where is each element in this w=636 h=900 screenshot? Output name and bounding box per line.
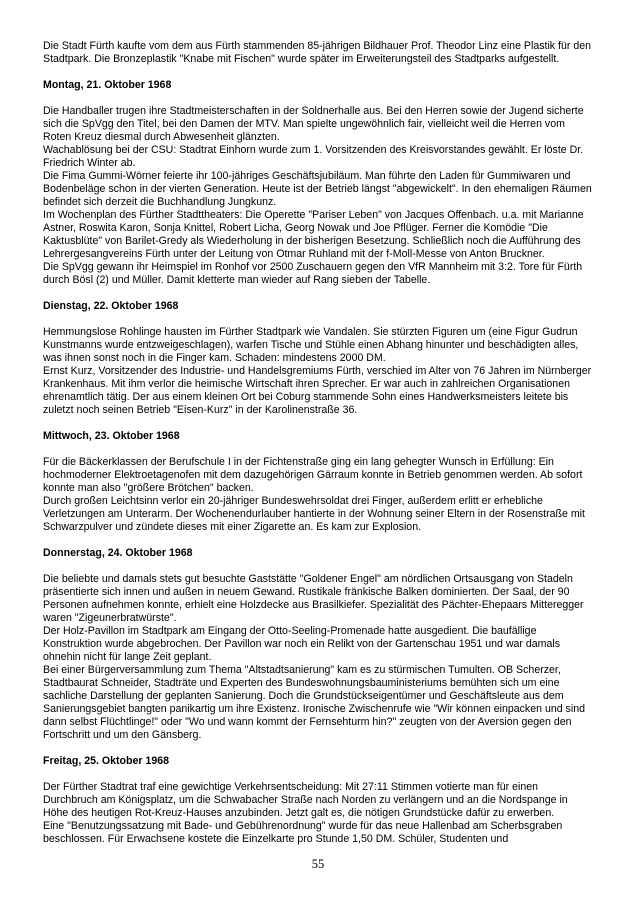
date-heading: Mittwoch, 23. Oktober 1968 xyxy=(43,430,180,442)
page-number: 55 xyxy=(311,857,325,871)
paragraph: Für die Bäckerklassen der Berufschule I in der Fichtenstraße ging ein lang gehegter Wunsch in Erfüllung: Ein hochmoderner Elektroetagenofen mit dem dazugehörigen Gärraum konnte in Betrieb genommen werden. Ab sofort konnte man also "größere Brötchen" backen. xyxy=(43,456,583,494)
paragraph: Eine "Benutzungssatzung mit Bade- und Gebührenordnung" wurde für das neue Hallenbad am Scherbsgraben beschlossen. Für Erwachsene kostete die Einzelkarte pro Stunde 1,50 DM. Schüler, Studenten und xyxy=(43,820,563,845)
paragraph: Die Handballer trugen ihre Stadtmeisterschaften in der Soldnerhalle aus. Bei den Herren sowie der Jugend sicherte sich die SpVgg den Titel, bei den Damen der MTV. Man spielte ungewöhnlich fair, vielleicht weil die Herren vom Roten Kreuz diesmal durch Abwesenheit glänzten. xyxy=(43,105,584,143)
paragraph: Im Wochenplan des Fürther Stadttheaters: Die Operette "Pariser Leben" von Jacques Offenbach. u.a. mit Marianne Astner, Roswita Karon, Sonja Knittel, Robert Licha, Georg Nowak und Joe Pflüger. Ferner die Komödie "Die Kaktusblüte" von Barilet-Gredy als Wiederholung in der bisherigen Besetzung. Schließlich noch die Aufführung des Lehrergesangvereins Fürth unter der Leitung von Otmar Ruhland mit der f-Moll-Messe von Anton Bruckner. xyxy=(43,209,584,260)
date-heading: Montag, 21. Oktober 1968 xyxy=(43,79,172,91)
date-heading: Dienstag, 22. Oktober 1968 xyxy=(43,300,179,312)
paragraph: Die beliebte und damals stets gut besuchte Gaststätte "Goldener Engel" am nördlichen Ortsausgang von Stadeln präsentierte sich innen und außen in neuem Gewand. Rustikale fränkische Balken dominierten. Der Saal, der 90 Personen aufnehmen konnte, erhielt eine Holzdecke aus Brasilkiefer. Spezialität des Pächter-Ehepaars Mitteregger waren "Zigeunerbratwürste". xyxy=(43,573,584,624)
paragraph: Der Holz-Pavillon im Stadtpark am Eingang der Otto-Seeling-Promenade hatte ausgedient. Die baufällige Konstruktion wurde abgebrochen. Der Pavillon war noch ein Relikt von der Gartenschau 1951 und war damals ohnehin nicht für lange Zeit geplant. xyxy=(43,625,561,663)
paragraph: Die Fima Gummi-Wörner feierte ihr 100-jähriges Geschäftsjubiläum. Man führte den Laden für Gummiwaren und Bodenbeläge schon in der vierten Generation. Heute ist der Betrieb längst "abgewickelt". In den ehemaligen Räumen befindet sich derzeit die Buchhandlung Jungkunz. xyxy=(43,170,592,208)
date-heading: Freitag, 25. Oktober 1968 xyxy=(43,755,170,767)
paragraph: Die SpVgg gewann ihr Heimspiel im Ronhof vor 2500 Zuschauern gegen den VfR Mannheim mit 3:2. Tore für Fürth durch Bösl (2) und Müller. Damit kletterte man wieder auf Rang sieben der Tabelle. xyxy=(43,261,583,286)
document-content xyxy=(43,40,593,846)
paragraph: Wachablösung bei der CSU: Stadtrat Einhorn wurde zum 1. Vorsitzenden des Kreisvorstandes gewählt. Er löste Dr. Friedrich Winter ab. xyxy=(43,144,584,169)
paragraph: Durch großen Leichtsinn verlor ein 20-jähriger Bundeswehrsoldat drei Finger, außerdem erlitt er erhebliche Verletzungen am Unterarm. Der Wochenendurlauber hantierte in der Wohnung seiner Eltern in der Rosenstraße mit Schwarzpulver und zündete dieses mit einer Zigarette an. Es kam zur Explosion. xyxy=(43,495,585,533)
paragraph: Der Fürther Stadtrat traf eine gewichtige Verkehrsentscheidung: Mit 27:11 Stimmen votierte man für einen Durchbruch am Königsplatz, um die Schwabacher Straße nach Norden zu verlängern und an die Nordspange in Höhe des heutigen Rot-Kreuz-Hauses anzubinden. Jetzt galt es, die nötigen Grundstücke dafür zu erwerben. xyxy=(43,781,568,819)
paragraph: Bei einer Bürgerversammlung zum Thema "Altstadtsanierung" kam es zu stürmischen Tumulten. OB Scherzer, Stadtbaurat Schneider, Stadträte und Experten des Bundeswohnungsbauministeriums bemühten sich um eine sachliche Darstellung der geplanten Sanierung. Doch die Grundstückseigentümer und Geschäftsleute aus dem Sanierungsgebiet bangten panikartig um ihre Existenz. Ironische Zwischenrufe wie "Wir können einpacken und sind dann selbst Flüchtlinge!" oder "Wo und wann kommt der Fernsehturm hin?" zeugten von der Aversion gegen den Fortschritt und um den Gänsberg. xyxy=(43,664,585,741)
date-heading: Donnerstag, 24. Oktober 1968 xyxy=(43,547,193,559)
paragraph: Die Stadt Fürth kaufte vom dem aus Fürth stammenden 85-jährigen Bildhauer Prof. Theodor Linz eine Plastik für den Stadtpark. Die Bronzeplastik "Knabe mit Fischen" wurde später im Erweiterungsteil des Stadtparks aufgestellt. xyxy=(43,40,592,65)
paragraph: Hemmungslose Rohlinge hausten im Fürther Stadtpark wie Vandalen. Sie stürzten Figuren um (eine Figur Gudrun Kunstmanns wurde entzweigeschlagen), warfen Tische und Stühle einen Abhang hinunter und beschädigten alles, was ihnen sonst noch in die Finger kam. Schaden: mindestens 2000 DM. xyxy=(43,326,579,364)
paragraph: Ernst Kurz, Vorsitzender des Industrie- und Handelsgremiums Fürth, verschied im Alter von 76 Jahren im Nürnberger Krankenhaus. Mit ihm verlor die heimische Wirtschaft ihren Sprecher. Er war auch in zahlreichen Organisationen ehrenamtlich tätig. Der aus einem kleinen Ort bei Coburg stammende Sohn eines Handwerksmeisters leitete bis zuletzt noch seinen Betrieb "Eisen-Kurz" in der Karolinenstraße 36. xyxy=(43,365,592,416)
